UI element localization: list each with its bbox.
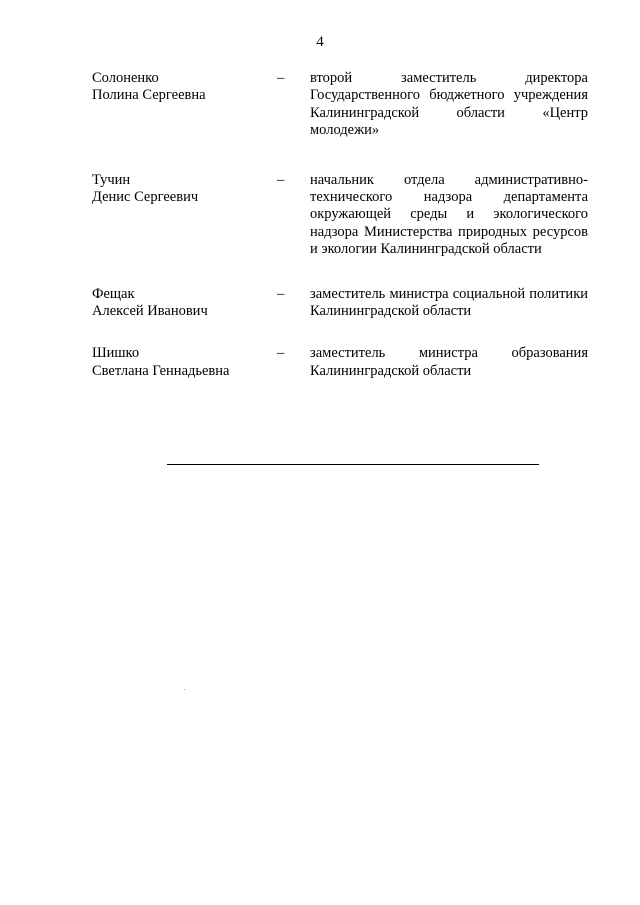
scan-speck: [184, 689, 185, 690]
member-surname: Тучин: [92, 171, 131, 188]
page-number: 4: [316, 34, 324, 50]
member-entry: [92, 286, 588, 321]
member-list: [92, 70, 588, 380]
member-position: заместитель министра социальной политики Калининградской области: [310, 285, 588, 320]
closing-rule: [167, 464, 539, 465]
member-position: заместитель министра образования Калининградской области: [310, 345, 588, 379]
member-given-names: Полина Сергеевна: [92, 87, 206, 104]
member-entry: [92, 70, 588, 140]
member-given-names: Алексей Иванович: [92, 303, 208, 320]
member-surname: Солоненко: [92, 70, 159, 86]
member-entry: [92, 172, 588, 259]
dash-separator: –: [277, 70, 285, 86]
member-given-names: Денис Сергеевич: [92, 189, 199, 206]
dash-separator: –: [277, 345, 285, 362]
member-surname: Фещак: [92, 285, 135, 302]
member-entry: [92, 345, 588, 380]
member-position: второй заместитель директора Государственного бюджетного учреждения Калининградской области «Центр молодежи»: [310, 70, 588, 139]
member-name: [92, 286, 277, 321]
member-position: начальник отдела административно-технического надзора департамента окружающей среды и экологического надзора Министерства природных ресурсов и экологии Калининградской области: [310, 171, 588, 258]
member-name: [92, 70, 277, 105]
dash-separator: –: [277, 171, 285, 188]
member-surname: Шишко: [92, 345, 140, 362]
member-given-names: Светлана Геннадьевна: [92, 362, 230, 379]
member-name: [92, 345, 277, 380]
dash-separator: –: [277, 285, 285, 302]
member-name: [92, 172, 277, 207]
